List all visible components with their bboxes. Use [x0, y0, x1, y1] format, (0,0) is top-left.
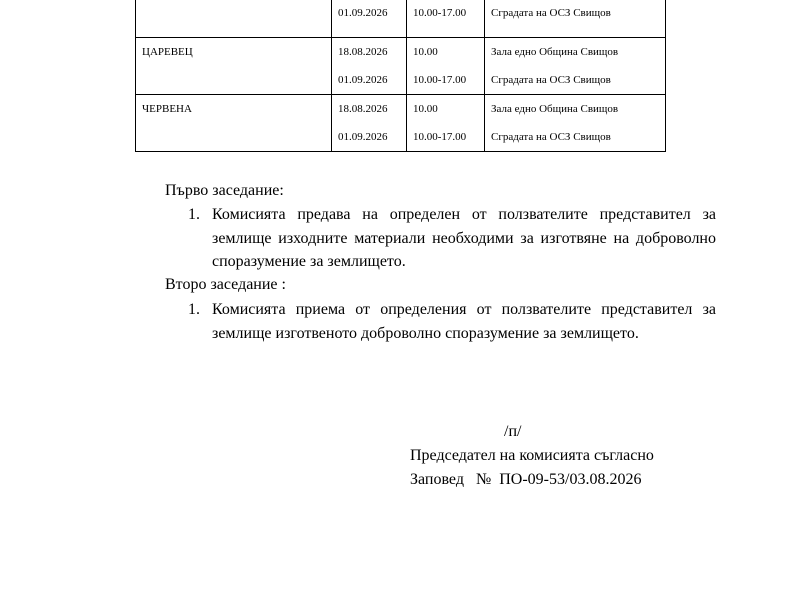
table-cell-places: Зала едно Община Свищов Сградата на ОСЗ Свищов	[485, 38, 666, 95]
table-cell-dates: 01.09.2026	[332, 0, 407, 38]
table-cell-village	[136, 0, 332, 38]
table-cell-places: Сградата на ОСЗ Свищов	[485, 0, 666, 38]
table-cell-times: 10.00-17.00	[407, 0, 485, 38]
first-meeting-heading: Първо заседание:	[165, 182, 284, 199]
table-row	[136, 95, 666, 152]
table-row	[136, 38, 666, 95]
table-cell-village: ЧЕРВЕНА	[136, 95, 332, 152]
table-cell-dates: 18.08.2026 01.09.2026	[332, 38, 407, 95]
table-cell-times: 10.00 10.00-17.00	[407, 95, 485, 152]
first-meeting-item-number: 1.	[188, 206, 200, 223]
signature-mark: /п/	[504, 423, 522, 440]
second-meeting-item-number: 1.	[188, 301, 200, 318]
table-row	[136, 0, 666, 38]
schedule-table	[135, 0, 666, 152]
table-cell-dates: 18.08.2026 01.09.2026	[332, 95, 407, 152]
signature-order: Заповед № ПО-09-53/03.08.2026	[410, 471, 642, 488]
second-meeting-item-text: Комисията приема от определения от ползвателите представител за землище изготвеното доброволно споразумение за землището.	[212, 301, 716, 342]
signature-title: Председател на комисията съгласно	[410, 447, 654, 464]
table-cell-village: ЦАРЕВЕЦ	[136, 38, 332, 95]
table-cell-times: 10.00 10.00-17.00	[407, 38, 485, 95]
second-meeting-heading: Второ заседание :	[165, 276, 286, 293]
table-cell-places: Зала едно Община Свищов Сградата на ОСЗ Свищов	[485, 95, 666, 152]
first-meeting-item-text: Комисията предава на определен от ползвателите представител за землище изходните материали необходими за изготвяне на доброволно споразумение за землището.	[212, 206, 716, 270]
